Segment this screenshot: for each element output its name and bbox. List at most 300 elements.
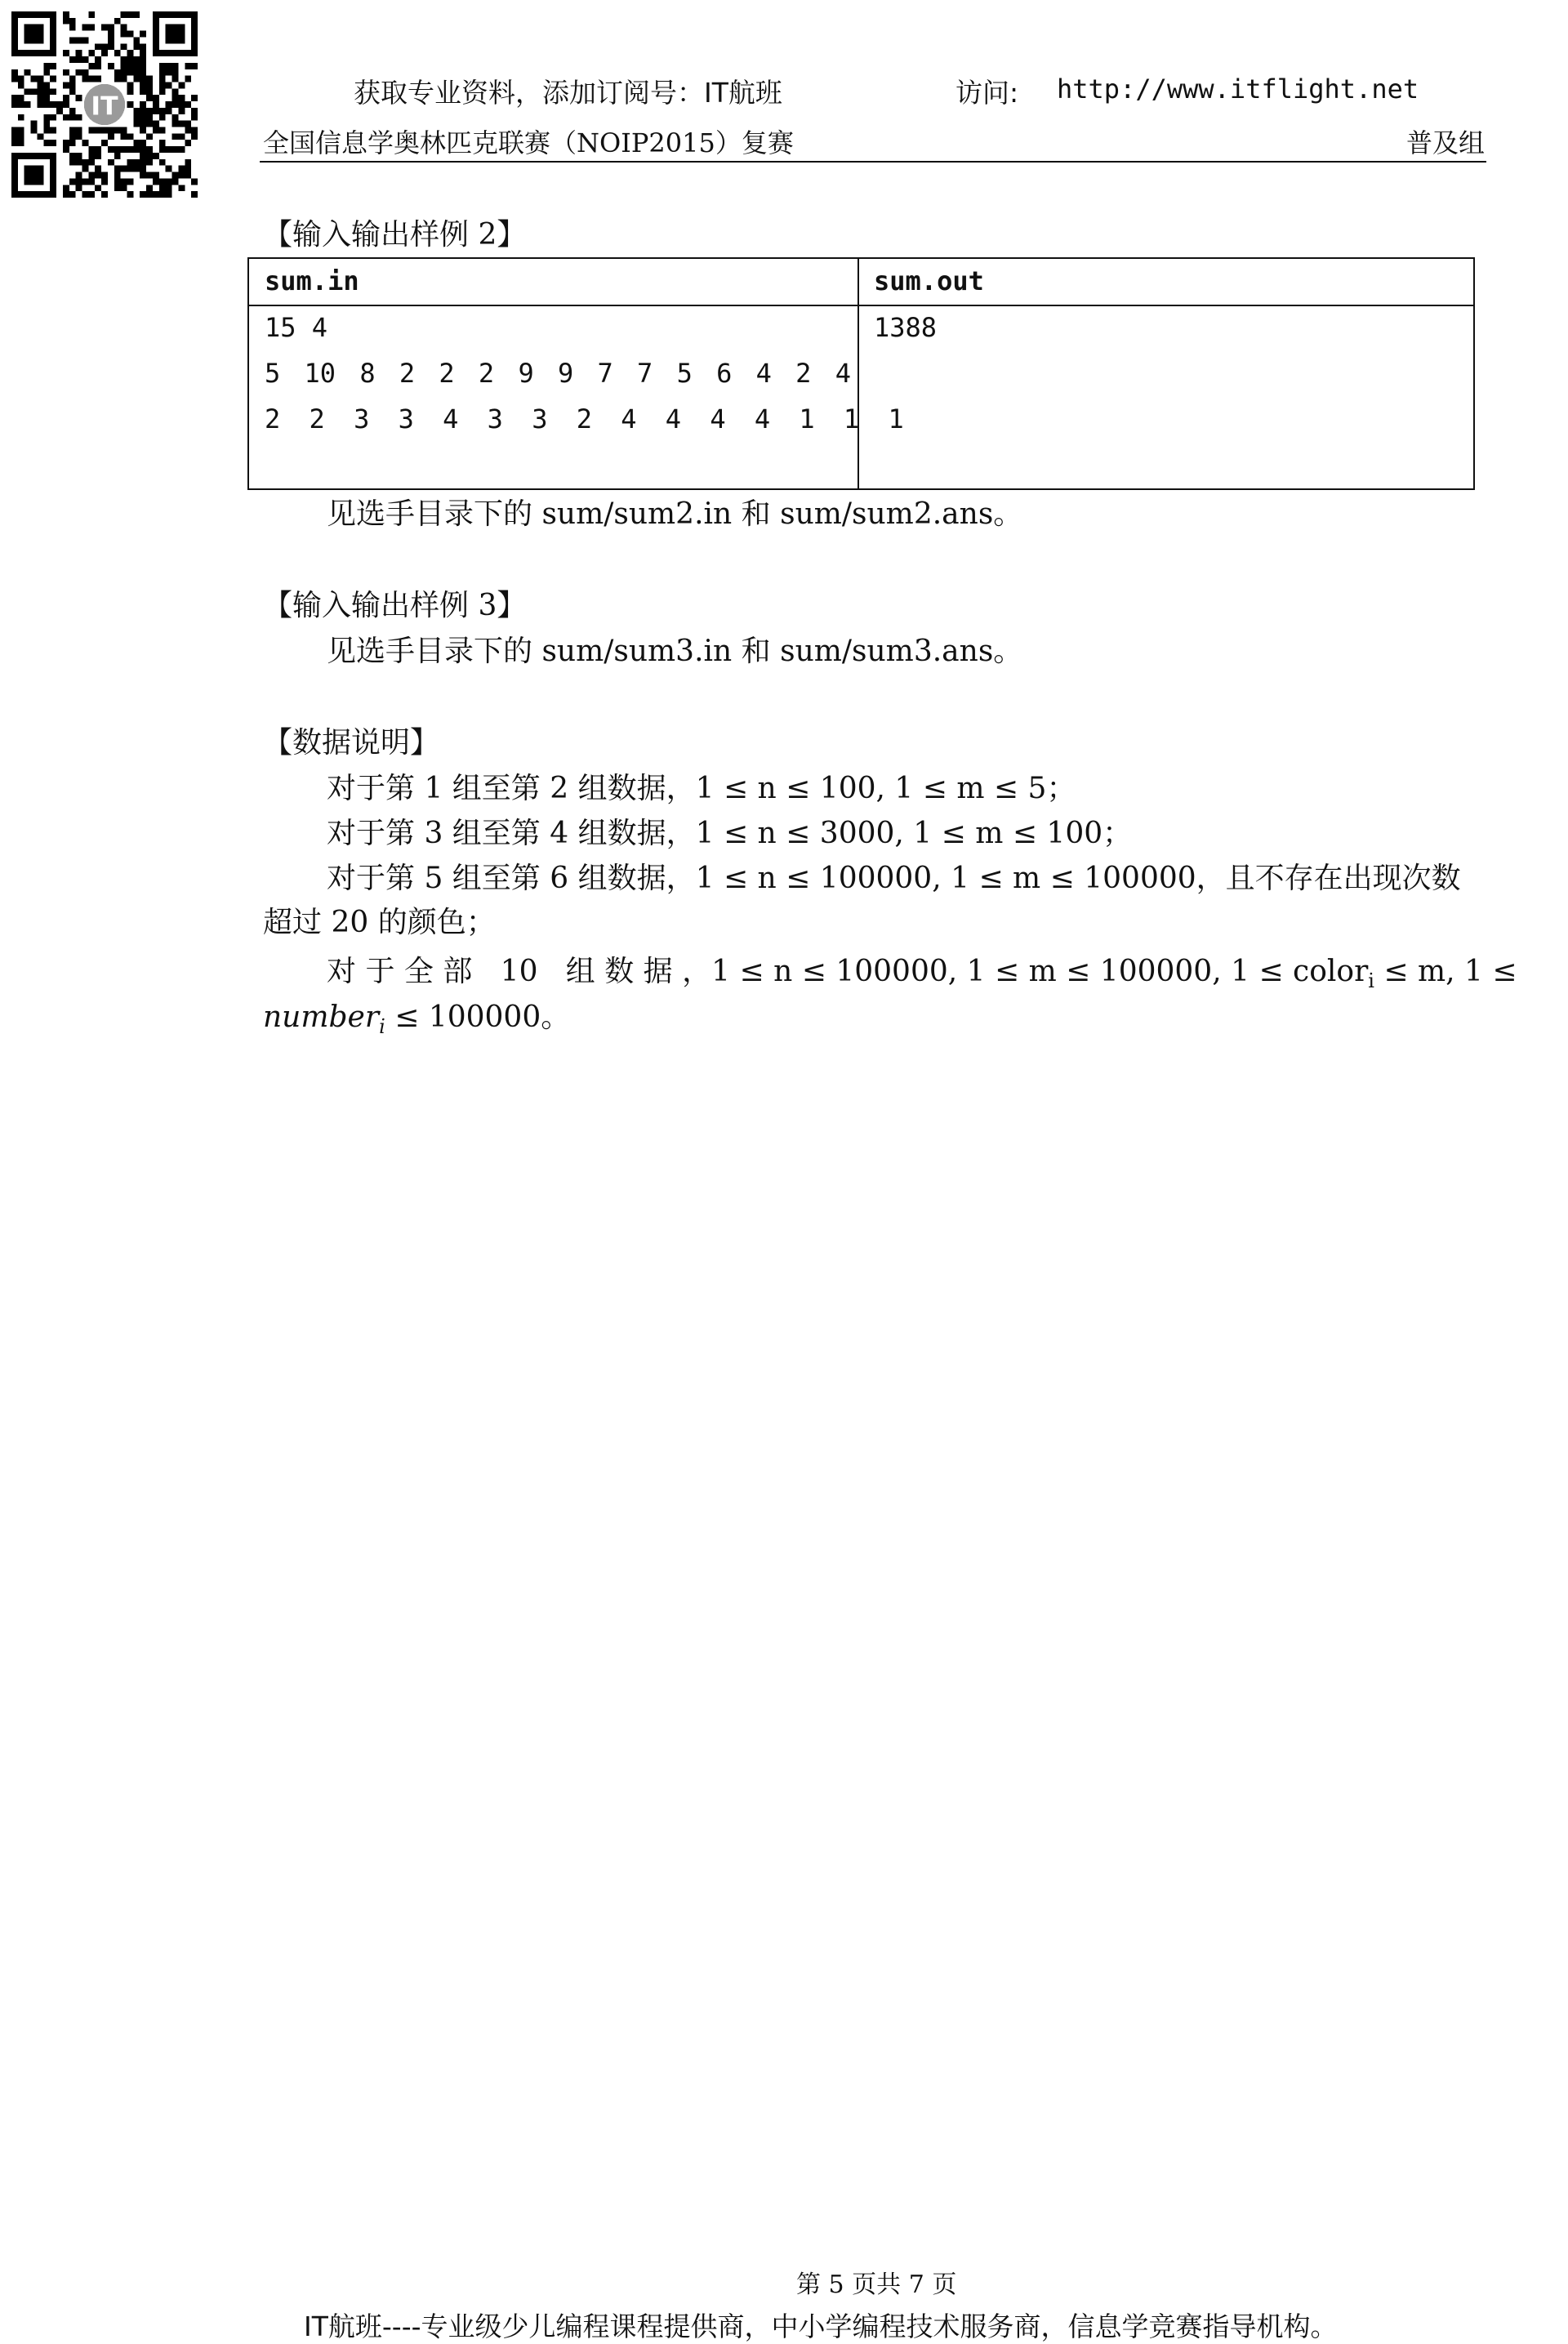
group-label: 普及组 [1406, 127, 1486, 158]
qr-module [140, 101, 146, 108]
qr-module [43, 121, 50, 127]
qr-module [159, 69, 166, 76]
qr-module [88, 11, 95, 18]
qr-module [159, 88, 166, 95]
qr-module [63, 101, 69, 108]
qr-module [172, 121, 179, 127]
qr-module [88, 63, 95, 69]
qr-module [178, 166, 185, 172]
qr-module [140, 43, 146, 50]
qr-module [140, 159, 146, 166]
promo-url-link[interactable]: http://www.itflight.net [1057, 74, 1419, 105]
qr-module [76, 133, 82, 140]
qr-module [82, 166, 88, 172]
qr-module [31, 88, 38, 95]
qr-module [76, 69, 82, 76]
qr-module [76, 95, 82, 101]
qr-module [121, 185, 127, 191]
qr-module [69, 88, 76, 95]
qr-module [108, 133, 114, 140]
qr-module [133, 159, 140, 166]
qr-module [140, 172, 146, 179]
qr-module [76, 185, 82, 191]
qr-module [37, 101, 43, 108]
qr-module [101, 140, 108, 146]
qr-module [101, 191, 108, 198]
qr-module [159, 82, 166, 88]
qr-module [121, 178, 127, 185]
qr-module [76, 50, 82, 56]
qr-module [127, 101, 134, 108]
qr-module [166, 69, 172, 76]
footer-slogan: IT航班----专业级少儿编程课程提供商，中小学编程技术服务商，信息学竞赛指导机构。 [304, 2311, 1338, 2342]
math-expr: 1 ≤ n ≤ 100, 1 ≤ m ≤ 5 [695, 772, 1047, 805]
qr-module [140, 140, 146, 146]
qr-module [114, 69, 121, 76]
qr-module [133, 140, 140, 146]
qr-module [31, 76, 38, 82]
qr-module [172, 88, 179, 95]
qr-module [69, 18, 76, 25]
qr-module [133, 69, 140, 76]
table-header-divider [247, 305, 1475, 306]
qr-module [172, 146, 179, 153]
qr-module [146, 185, 153, 191]
qr-module [121, 69, 127, 76]
qr-module [185, 172, 191, 179]
constraint-line-3: 对于第 5 组至第 6 组数据，1 ≤ n ≤ 100000, 1 ≤ m ≤ 100000，且不存在出现次数 [327, 862, 1461, 895]
qr-module [18, 76, 24, 82]
qr-module [95, 166, 101, 172]
qr-module [56, 108, 63, 114]
table-header-out: sum.out [874, 265, 984, 296]
qr-module [82, 140, 88, 146]
qr-module [95, 76, 101, 82]
qr-module [43, 82, 50, 88]
qr-module [101, 127, 108, 134]
qr-module [185, 159, 191, 166]
qr-module [172, 101, 179, 108]
qr-module [18, 127, 24, 134]
qr-module [69, 191, 76, 198]
header-rule [260, 161, 1486, 163]
qr-module [11, 101, 18, 108]
qr-module [146, 108, 153, 114]
math-expr: 1 ≤ n ≤ 100000, 1 ≤ m ≤ 100000, 1 ≤ color [711, 955, 1369, 988]
qr-module [50, 114, 56, 121]
qr-module [18, 95, 24, 101]
contest-title: 全国信息学奥林匹克联赛（NOIP2015）复赛 [263, 127, 794, 158]
qr-module [146, 146, 153, 153]
qr-module [172, 76, 179, 82]
qr-module [153, 127, 159, 134]
qr-module [88, 146, 95, 153]
qr-module [133, 121, 140, 127]
qr-module [133, 114, 140, 121]
qr-module [159, 76, 166, 82]
page-number: 第 5 页共 7 页 [796, 2270, 957, 2299]
qr-module [178, 121, 185, 127]
qr-module [153, 108, 159, 114]
qr-module [140, 76, 146, 82]
qr-module [133, 37, 140, 43]
qr-module [18, 114, 24, 121]
qr-module [95, 43, 101, 50]
qr-module [178, 101, 185, 108]
qr-module [166, 101, 172, 108]
input-line: 15 4 [265, 312, 328, 343]
qr-module [127, 159, 134, 166]
qr-module [140, 108, 146, 114]
qr-module [166, 108, 172, 114]
qr-module [50, 76, 56, 82]
qr-module [101, 50, 108, 56]
qr-module [76, 153, 82, 159]
qr-module [178, 146, 185, 153]
qr-module [146, 133, 153, 140]
qr-module [166, 185, 172, 191]
qr-module [76, 172, 82, 179]
qr-module [140, 153, 146, 159]
qr-module [140, 82, 146, 88]
qr-module [114, 127, 121, 134]
qr-module [76, 127, 82, 134]
qr-module [63, 146, 69, 153]
qr-module [63, 95, 69, 101]
qr-module [140, 191, 146, 198]
qr-module [185, 63, 191, 69]
qr-module [172, 114, 179, 121]
qr-module [69, 82, 76, 88]
qr-module [159, 114, 166, 121]
qr-code-image [11, 11, 198, 198]
qr-module [108, 63, 114, 69]
sample3-title: 【输入输出样例 3】 [263, 589, 527, 622]
visit-label: 访问: [956, 77, 1019, 109]
qr-module [178, 172, 185, 179]
qr-module [146, 95, 153, 101]
qr-module [11, 127, 18, 134]
qr-module [172, 69, 179, 76]
qr-module [172, 133, 179, 140]
qr-module [101, 178, 108, 185]
qr-module [63, 18, 69, 25]
qr-module [191, 191, 198, 198]
qr-module [153, 178, 159, 185]
qr-module [37, 88, 43, 95]
qr-module [37, 82, 43, 88]
qr-module [121, 31, 127, 38]
qr-module [127, 50, 134, 56]
qr-module [166, 82, 172, 88]
qr-module [166, 166, 172, 172]
qr-module [146, 191, 153, 198]
qr-module [88, 191, 95, 198]
qr-module [172, 95, 179, 101]
qr-module [69, 56, 76, 63]
qr-module [159, 185, 166, 191]
qr-module [114, 172, 121, 179]
qr-module [140, 88, 146, 95]
qr-module [82, 69, 88, 76]
qr-module [140, 121, 146, 127]
qr-module [140, 114, 146, 121]
qr-module [82, 191, 88, 198]
qr-module [11, 133, 18, 140]
qr-module [133, 108, 140, 114]
qr-module [121, 25, 127, 31]
qr-module [146, 76, 153, 82]
qr-module [153, 153, 159, 159]
qr-module [82, 25, 88, 31]
qr-module [95, 185, 101, 191]
qr-module [127, 146, 134, 153]
qr-module [191, 127, 198, 134]
qr-module [108, 127, 114, 134]
qr-module [76, 37, 82, 43]
qr-module [24, 88, 31, 95]
qr-module [43, 63, 50, 69]
qr-module [69, 108, 76, 114]
qr-module [127, 31, 134, 38]
qr-module [69, 140, 76, 146]
qr-module [43, 88, 50, 95]
qr-module [121, 133, 127, 140]
qr-module [114, 146, 121, 153]
qr-module [50, 140, 56, 146]
qr-module [43, 101, 50, 108]
qr-module [82, 56, 88, 63]
math-var: number [263, 1000, 380, 1034]
qr-module [63, 50, 69, 56]
qr-module [185, 140, 191, 146]
qr-module [191, 95, 198, 101]
qr-module [127, 82, 134, 88]
qr-module [69, 76, 76, 82]
qr-module [191, 63, 198, 69]
qr-module [95, 172, 101, 179]
qr-module [50, 88, 56, 95]
qr-module [191, 108, 198, 114]
qr-module [76, 56, 82, 63]
qr-module [114, 153, 121, 159]
qr-module [69, 114, 76, 121]
qr-module [127, 88, 134, 95]
qr-module [63, 82, 69, 88]
qr-module [172, 178, 179, 185]
qr-module [95, 153, 101, 159]
qr-module [50, 63, 56, 69]
qr-module [63, 191, 69, 198]
input-line: 5 10 8 2 2 2 9 9 7 7 5 6 4 2 4 [265, 358, 851, 389]
qr-module [146, 172, 153, 179]
qr-module [159, 191, 166, 198]
constraint-line-2: 对于第 3 组至第 4 组数据，1 ≤ n ≤ 3000, 1 ≤ m ≤ 100； [327, 817, 1133, 850]
qr-module [153, 172, 159, 179]
qr-module [127, 166, 134, 172]
data-desc-title: 【数据说明】 [263, 726, 440, 760]
qr-module [114, 185, 121, 191]
qr-module [76, 159, 82, 166]
qr-module [18, 82, 24, 88]
qr-module [178, 95, 185, 101]
qr-module [43, 69, 50, 76]
qr-module [24, 69, 31, 76]
constraint-line-5: number$_i$ ≤ 100000。 [263, 1000, 571, 1039]
qr-module [140, 127, 146, 134]
qr-module [159, 63, 166, 69]
qr-module [82, 178, 88, 185]
qr-module [88, 178, 95, 185]
qr-module [108, 31, 114, 38]
promo-text: 获取专业资料，添加订阅号：IT航班 [354, 77, 782, 109]
sample2-note: 见选手目录下的 sum/sum2.in 和 sum/sum2.ans。 [327, 497, 1023, 531]
constraint-line-1: 对于第 1 组至第 2 组数据，1 ≤ n ≤ 100, 1 ≤ m ≤ 5； [327, 772, 1076, 805]
qr-module [191, 114, 198, 121]
math-subscript: i [1368, 969, 1374, 993]
qr-module [146, 153, 153, 159]
qr-module [185, 127, 191, 134]
qr-module [108, 159, 114, 166]
qr-module [63, 11, 69, 18]
qr-module [69, 37, 76, 43]
qr-module [76, 178, 82, 185]
qr-module [185, 101, 191, 108]
constraint-line-4: 对 于 全 部 10 组 数 据 ，1 ≤ n ≤ 100000, 1 ≤ m ≤ 100000, 1 ≤ color$_i$ ≤ m, 1 ≤ [327, 955, 1517, 993]
qr-module [95, 56, 101, 63]
svg-text:IT: IT [91, 91, 118, 122]
qr-module [11, 95, 18, 101]
qr-module [185, 76, 191, 82]
qr-module [108, 25, 114, 31]
qr-module [114, 18, 121, 25]
qr-module [31, 121, 38, 127]
qr-module [88, 127, 95, 134]
math-expr: ≤ m, 1 ≤ [1374, 955, 1517, 988]
qr-module [133, 63, 140, 69]
qr-module [178, 82, 185, 88]
sample2-title: 【输入输出样例 2】 [263, 218, 527, 252]
qr-module [140, 146, 146, 153]
table-header-in: sum.in [265, 265, 359, 296]
qr-module [114, 76, 121, 82]
qr-module [88, 76, 95, 82]
qr-module [101, 172, 108, 179]
qr-module [121, 76, 127, 82]
qr-module [133, 166, 140, 172]
qr-module [95, 63, 101, 69]
qr-module [56, 101, 63, 108]
qr-module [11, 140, 18, 146]
qr-module [37, 95, 43, 101]
qr-module [18, 140, 24, 146]
math-expr: 1 ≤ n ≤ 3000, 1 ≤ m ≤ 100 [695, 817, 1103, 850]
qr-module [121, 127, 127, 134]
sample3-note: 见选手目录下的 sum/sum3.in 和 sum/sum3.ans。 [327, 635, 1023, 668]
qr-module [127, 69, 134, 76]
qr-module [191, 133, 198, 140]
qr-module [69, 127, 76, 134]
qr-module [101, 25, 108, 31]
qr-module [43, 114, 50, 121]
qr-module [159, 140, 166, 146]
qr-module [172, 172, 179, 179]
qr-module [69, 133, 76, 140]
qr-module [153, 121, 159, 127]
qr-module [69, 153, 76, 159]
qr-module [127, 178, 134, 185]
qr-module [31, 127, 38, 134]
qr-module [146, 121, 153, 127]
qr-module [121, 56, 127, 63]
qr-module [146, 159, 153, 166]
output-line: 1388 [874, 312, 938, 343]
qr-module [108, 146, 114, 153]
qr-module [88, 25, 95, 31]
qr-module [69, 159, 76, 166]
qr-module [159, 178, 166, 185]
qr-module [133, 146, 140, 153]
qr-module [140, 56, 146, 63]
qr-module [63, 69, 69, 76]
qr-module [43, 127, 50, 134]
qr-module [146, 82, 153, 88]
qr-module [140, 63, 146, 69]
qr-module [24, 101, 31, 108]
qr-module [95, 146, 101, 153]
qr-module [159, 159, 166, 166]
qr-module [172, 63, 179, 69]
qr-module [166, 191, 172, 198]
qr-module [159, 146, 166, 153]
qr-module [11, 69, 18, 76]
qr-module [121, 146, 127, 153]
qr-logo [82, 82, 127, 127]
qr-module [18, 101, 24, 108]
qr-module [178, 108, 185, 114]
math-expr: 1 ≤ n ≤ 100000, 1 ≤ m ≤ 100000 [695, 862, 1196, 895]
qr-module [11, 76, 18, 82]
qr-module [159, 108, 166, 114]
qr-module [82, 159, 88, 166]
input-line: 2 2 3 3 4 3 3 2 4 4 4 4 1 1 1 [265, 403, 904, 434]
table-column-divider [858, 257, 859, 490]
qr-module [140, 50, 146, 56]
qr-module [185, 121, 191, 127]
qr-module [50, 101, 56, 108]
qr-module [88, 172, 95, 179]
qr-module [88, 159, 95, 166]
qr-module [166, 146, 172, 153]
qr-module [146, 88, 153, 95]
qr-module [63, 114, 69, 121]
qr-module [82, 37, 88, 43]
qr-module [140, 166, 146, 172]
qr-module [88, 50, 95, 56]
qr-module [178, 133, 185, 140]
qr-module [191, 178, 198, 185]
qr-module [153, 191, 159, 198]
qr-module [133, 43, 140, 50]
qr-module [50, 127, 56, 134]
qr-module [18, 133, 24, 140]
qr-module [37, 76, 43, 82]
qr-module [159, 127, 166, 134]
qr-module [114, 178, 121, 185]
qr-module [166, 178, 172, 185]
qr-module [114, 50, 121, 56]
qr-module [166, 63, 172, 69]
